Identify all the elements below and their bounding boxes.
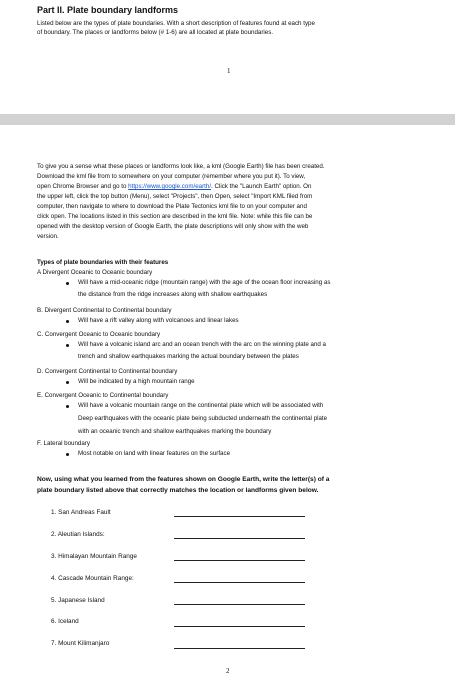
instructions-line-8: version. [37,233,59,240]
part-title: Part II. Plate boundary landforms [37,5,179,15]
question-item-6: 6. Iceland [51,618,79,625]
instructions-line-4-start: the [37,193,46,200]
answer-line-2[interactable] [174,538,305,539]
types-heading: Types of plate boundaries with their features [37,259,169,266]
type-e-desc-1: Will have a volcanic mountain range on the continental plate which will be associated with [78,402,324,409]
question-line-2: plate boundary listed above that correctly matches the location or landforms given below. [37,487,319,494]
question-item-2: 2. Aleutian Islands: [51,531,105,538]
question-item-3: 3. Himalayan Mountain Range [51,553,137,560]
type-e-label: E. Convergent Oceanic to Continental boundary [37,392,169,399]
type-c-label: C. Convergent Oceanic to Oceanic boundary [37,331,161,338]
answer-line-6[interactable] [174,626,305,627]
type-b-desc-1: Will have a rift valley along with volcanoes and linear lakes [78,317,239,324]
bullet-icon [66,344,69,347]
intro-line-2: of boundary. The places or landforms below (# 1-6) are all located at plate boundaries. [37,29,274,36]
answer-line-1[interactable] [174,516,305,517]
instructions-line-5: computer, then navigate to where to download the Plate Tectonics kml file to on your computer and [37,203,307,210]
answer-line-3[interactable] [174,560,305,561]
instructions-line-4-rest: upper left, click the top button (Menu), select "Projects", then Open, select "Import KML filed from [47,193,313,200]
instructions-line-4 [37,192,312,202]
bullet-icon [66,320,69,323]
page-number-1: 1 [227,67,231,75]
instructions-line-1: To give you a sense what these places or landforms look like, a kml (Google Earth) file has been created. [37,163,325,170]
google-earth-link[interactable]: https://www.google.com/earth/ [128,183,212,190]
type-c-desc-1: Will have a volcanic island arc and an ocean trench with the arc on the winning plate and a [78,341,326,348]
type-f-desc-1: Most notable on land with linear features on the surface [78,450,231,457]
instructions-line-3-prefix: open Chrome Browser and go to [37,183,129,190]
instructions-line-7: opened with the desktop version of Google Earth, the plate descriptions will only show with the web [37,223,309,230]
question-item-1: 1. San Andreas Fault [51,509,111,516]
instructions-line-6: click open. The locations listed in this section are described in the kml file. Note: while this file can be [37,213,313,220]
type-d-label: D. Convergent Continental to Continental boundary [37,368,178,375]
type-b-label: B. Divergent Continental to Continental boundary [37,307,172,314]
bullet-icon [66,282,69,285]
instructions-line-3 [37,182,311,192]
type-a-desc-2: the distance from the ridge increases along with shallow earthquakes [78,291,268,298]
type-a-label: A Divergent Oceanic to Oceanic boundary [37,269,153,276]
type-c-desc-2: trench and shallow earthquakes marking the actual boundary between the plates [78,353,299,360]
answer-line-4[interactable] [174,582,305,583]
page-number-2: 2 [226,667,230,675]
answer-line-5[interactable] [174,604,305,605]
instructions-line-2: Download the kml file from to somewhere on your computer (remember where you put it). To view, [37,173,306,180]
bullet-icon [66,453,69,456]
question-item-4: 4. Cascade Mountain Range: [51,575,134,582]
question-item-7: 7. Mount Kilimanjaro [51,640,110,647]
type-a-desc-1: Will have a mid-oceanic ridge (mountain range) with the age of the ocean floor increasing as [78,279,331,286]
type-e-desc-3: with an oceanic trench and shallow earthquakes marking the boundary [78,428,272,435]
answer-line-7[interactable] [174,648,305,649]
page-separator [0,114,455,125]
bullet-icon [66,381,69,384]
intro-line-1: Listed below are the types of plate boundaries. With a short description of features found at each type [37,20,315,27]
question-item-5: 5. Japanese Island [51,597,105,604]
type-f-label: F. Lateral boundary [37,440,90,447]
instructions-line-3-suffix: . Click the "Launch Earth" option. On [211,183,312,190]
question-line-1: Now, using what you learned from the features shown on Google Earth, write the letter(s) of a [37,476,330,483]
type-d-desc-1: Will be indicated by a high mountain range [78,378,195,385]
bullet-icon [66,405,69,408]
type-e-desc-2: Deep earthquakes with the oceanic plate being subducted underneath the continental plate [78,415,328,422]
